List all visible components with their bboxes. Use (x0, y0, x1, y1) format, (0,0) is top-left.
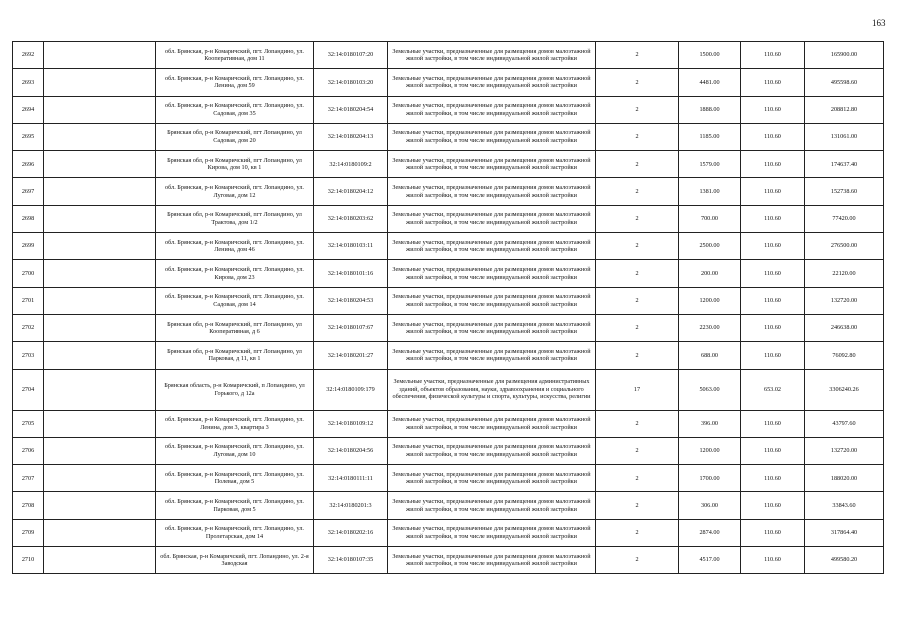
area-cell: 4481.00 (679, 69, 741, 96)
cadastral-value-cell: 131061.00 (805, 123, 884, 150)
cadastral-value-cell: 152738.60 (805, 178, 884, 205)
cadastral-number-cell: 32:14:0180204:56 (314, 437, 388, 464)
land-use-cell: Земельные участки, предназначенные для размещения домов малоэтажной жилой застройки, в том числе индивидуальной жилой застройки (388, 205, 596, 232)
cadastral-number-cell: 32:14:0180107:20 (314, 42, 388, 69)
land-use-cell: Земельные участки, предназначенные для размещения домов малоэтажной жилой застройки, в том числе индивидуальной жилой застройки (388, 342, 596, 369)
cadastral-number-cell: 32:14:0180109:12 (314, 410, 388, 437)
row-number-cell: 2693 (13, 69, 44, 96)
table-row (13, 69, 884, 96)
table-row (13, 178, 884, 205)
cadastral-value-cell: 132720.00 (805, 287, 884, 314)
land-use-cell: Земельные участки, предназначенные для размещения домов малоэтажной жилой застройки, в том числе индивидуальной жилой застройки (388, 437, 596, 464)
cadastral-number-cell: 32:14:0180103:20 (314, 69, 388, 96)
table-row (13, 519, 884, 546)
specific-value-cell: 110.60 (741, 123, 805, 150)
group-cell: 2 (596, 287, 679, 314)
address-cell: обл. Брянская, р-н Комаричский, пгт. Лопандино, ул. Кооперативная, дом 11 (156, 42, 314, 69)
land-use-cell: Земельные участки, предназначенные для размещения домов малоэтажной жилой застройки, в том числе индивидуальной жилой застройки (388, 314, 596, 341)
specific-value-cell: 110.60 (741, 519, 805, 546)
cadastral-value-cell: 276500.00 (805, 233, 884, 260)
row-number-cell: 2707 (13, 465, 44, 492)
area-cell: 1185.00 (679, 123, 741, 150)
cadastral-number-cell: 32:14:0180201:3 (314, 492, 388, 519)
area-cell: 4517.00 (679, 547, 741, 574)
cadastral-value-cell: 188020.00 (805, 465, 884, 492)
row-number-cell: 2695 (13, 123, 44, 150)
land-use-cell: Земельные участки, предназначенные для размещения домов малоэтажной жилой застройки, в том числе индивидуальной жилой застройки (388, 96, 596, 123)
blank-cell (44, 465, 156, 492)
blank-cell (44, 205, 156, 232)
land-use-cell: Земельные участки, предназначенные для размещения домов малоэтажной жилой застройки, в том числе индивидуальной жилой застройки (388, 178, 596, 205)
specific-value-cell: 110.60 (741, 233, 805, 260)
address-cell: Брянская обл, р-н Комаричский, пгт Лопандино, ул Садовая, дом 20 (156, 123, 314, 150)
specific-value-cell: 110.60 (741, 492, 805, 519)
land-use-cell: Земельные участки, предназначенные для размещения домов малоэтажной жилой застройки, в том числе индивидуальной жилой застройки (388, 123, 596, 150)
group-cell: 2 (596, 410, 679, 437)
table-row (13, 260, 884, 287)
cadastral-value-cell: 3306240.26 (805, 369, 884, 410)
blank-cell (44, 369, 156, 410)
specific-value-cell: 110.60 (741, 410, 805, 437)
table-row (13, 314, 884, 341)
cadastral-value-cell: 317864.40 (805, 519, 884, 546)
area-cell: 306.00 (679, 492, 741, 519)
blank-cell (44, 178, 156, 205)
address-cell: Брянская область, р-н Комаричский, п Лопандино, ул Горького, д 12а (156, 369, 314, 410)
cadastral-value-cell: 76092.80 (805, 342, 884, 369)
specific-value-cell: 653.02 (741, 369, 805, 410)
specific-value-cell: 110.60 (741, 465, 805, 492)
cadastral-number-cell: 32:14:0180107:67 (314, 314, 388, 341)
blank-cell (44, 519, 156, 546)
page-number: 163 (872, 18, 886, 28)
row-number-cell: 2709 (13, 519, 44, 546)
address-cell: Брянская обл, р-н Комаричский, пгт Лопандино, ул Парковая, д 11, кв 1 (156, 342, 314, 369)
cadastral-value-cell: 174637.40 (805, 151, 884, 178)
table-row (13, 42, 884, 69)
address-cell: Брянская обл, р-н Комаричский, пгт Лопандино, ул Кооперативная, д 6 (156, 314, 314, 341)
address-cell: обл. Брянская, р-н Комаричский, пгт. Лопандино, ул. Ленина, дом 46 (156, 233, 314, 260)
group-cell: 2 (596, 314, 679, 341)
land-use-cell: Земельные участки, предназначенные для размещения домов малоэтажной жилой застройки, в том числе индивидуальной жилой застройки (388, 547, 596, 574)
table-row (13, 205, 884, 232)
cadastral-value-cell: 246638.00 (805, 314, 884, 341)
area-cell: 200.00 (679, 260, 741, 287)
table-row (13, 547, 884, 574)
specific-value-cell: 110.60 (741, 342, 805, 369)
table-row (13, 465, 884, 492)
row-number-cell: 2704 (13, 369, 44, 410)
specific-value-cell: 110.60 (741, 69, 805, 96)
blank-cell (44, 287, 156, 314)
area-cell: 5063.00 (679, 369, 741, 410)
specific-value-cell: 110.60 (741, 314, 805, 341)
group-cell: 2 (596, 519, 679, 546)
specific-value-cell: 110.60 (741, 96, 805, 123)
land-use-cell: Земельные участки, предназначенные для размещения домов малоэтажной жилой застройки, в том числе индивидуальной жилой застройки (388, 151, 596, 178)
table-body (13, 42, 884, 574)
address-cell: обл. Брянская, р-н Комаричский, пгт. Лопандино, ул. Парковая, дом 5 (156, 492, 314, 519)
cadastral-number-cell: 32:14:0180204:12 (314, 178, 388, 205)
specific-value-cell: 110.60 (741, 151, 805, 178)
address-cell: обл. Брянская, р-н Комаричский, пгт. Лопандино, ул. Садовая, дом 14 (156, 287, 314, 314)
address-cell: обл. Брянская, р-н Комаричский, пгт. Лопандино, ул. Луговая, дом 12 (156, 178, 314, 205)
specific-value-cell: 110.60 (741, 260, 805, 287)
land-use-cell: Земельные участки, предназначенные для размещения домов малоэтажной жилой застройки, в том числе индивидуальной жилой застройки (388, 42, 596, 69)
group-cell: 2 (596, 96, 679, 123)
table-row (13, 287, 884, 314)
land-use-cell: Земельные участки, предназначенные для размещения домов малоэтажной жилой застройки, в том числе индивидуальной жилой застройки (388, 69, 596, 96)
area-cell: 1579.00 (679, 151, 741, 178)
group-cell: 2 (596, 123, 679, 150)
cadastral-value-cell: 208812.80 (805, 96, 884, 123)
blank-cell (44, 410, 156, 437)
land-use-cell: Земельные участки, предназначенные для размещения домов малоэтажной жилой застройки, в том числе индивидуальной жилой застройки (388, 233, 596, 260)
cadastral-value-cell: 165900.00 (805, 42, 884, 69)
blank-cell (44, 342, 156, 369)
cadastral-value-cell: 33843.60 (805, 492, 884, 519)
specific-value-cell: 110.60 (741, 42, 805, 69)
area-cell: 688.00 (679, 342, 741, 369)
specific-value-cell: 110.60 (741, 178, 805, 205)
group-cell: 2 (596, 178, 679, 205)
land-use-cell: Земельные участки, предназначенные для размещения домов малоэтажной жилой застройки, в том числе индивидуальной жилой застройки (388, 519, 596, 546)
group-cell: 2 (596, 342, 679, 369)
address-cell: обл. Брянская, р-н Комаричский, пгт. Лопандино, ул. Кирова, дом 23 (156, 260, 314, 287)
land-use-cell: Земельные участки, предназначенные для размещения домов малоэтажной жилой застройки, в том числе индивидуальной жилой застройки (388, 492, 596, 519)
group-cell: 2 (596, 69, 679, 96)
cadastral-value-cell: 495598.60 (805, 69, 884, 96)
blank-cell (44, 69, 156, 96)
address-cell: обл. Брянская, р-н Комаричский, пгт. Лопандино, ул. Полевая, дом 5 (156, 465, 314, 492)
area-cell: 2874.00 (679, 519, 741, 546)
row-number-cell: 2692 (13, 42, 44, 69)
specific-value-cell: 110.60 (741, 287, 805, 314)
group-cell: 2 (596, 151, 679, 178)
address-cell: Брянская обл, р-н Комаричский, пгт Лопандино, ул Кирова, дом 10, кв 1 (156, 151, 314, 178)
group-cell: 2 (596, 260, 679, 287)
row-number-cell: 2696 (13, 151, 44, 178)
land-use-cell: Земельные участки, предназначенные для размещения домов малоэтажной жилой застройки, в том числе индивидуальной жилой застройки (388, 410, 596, 437)
blank-cell (44, 123, 156, 150)
table-row (13, 437, 884, 464)
row-number-cell: 2702 (13, 314, 44, 341)
table-row (13, 369, 884, 410)
land-use-cell: Земельные участки, предназначенные для размещения административных зданий, объектов образования, науки, здравоохранения и социального обеспечения, физической культуры и спорта, культуры, искусства, религии (388, 369, 596, 410)
area-cell: 2500.00 (679, 233, 741, 260)
cadastral-number-cell: 32:14:0180204:54 (314, 96, 388, 123)
cadastral-value-table (12, 41, 884, 574)
row-number-cell: 2703 (13, 342, 44, 369)
row-number-cell: 2710 (13, 547, 44, 574)
cadastral-number-cell: 32:14:0180109:2 (314, 151, 388, 178)
cadastral-value-cell: 499580.20 (805, 547, 884, 574)
group-cell: 17 (596, 369, 679, 410)
area-cell: 1200.00 (679, 437, 741, 464)
area-cell: 396.00 (679, 410, 741, 437)
blank-cell (44, 437, 156, 464)
address-cell: обл. Брянская, р-н Комаричский, пгт. Лопандино, ул. Ленина, дом 3, квартира 3 (156, 410, 314, 437)
row-number-cell: 2699 (13, 233, 44, 260)
cadastral-number-cell: 32:14:0180204:53 (314, 287, 388, 314)
blank-cell (44, 314, 156, 341)
cadastral-number-cell: 32:14:0180101:16 (314, 260, 388, 287)
row-number-cell: 2700 (13, 260, 44, 287)
area-cell: 1500.00 (679, 42, 741, 69)
group-cell: 2 (596, 42, 679, 69)
cadastral-number-cell: 32:14:0180203:62 (314, 205, 388, 232)
address-cell: обл. Брянская, р-н Комаричский, пгт. Лопандино, ул. Луговая, дом 10 (156, 437, 314, 464)
blank-cell (44, 492, 156, 519)
cadastral-value-cell: 132720.00 (805, 437, 884, 464)
cadastral-number-cell: 32:14:0180103:11 (314, 233, 388, 260)
cadastral-number-cell: 32:14:0180201:27 (314, 342, 388, 369)
blank-cell (44, 547, 156, 574)
area-cell: 700.00 (679, 205, 741, 232)
land-use-cell: Земельные участки, предназначенные для размещения домов малоэтажной жилой застройки, в том числе индивидуальной жилой застройки (388, 287, 596, 314)
row-number-cell: 2708 (13, 492, 44, 519)
row-number-cell: 2698 (13, 205, 44, 232)
address-cell: Брянская обл, р-н Комаричский, пгт Лопандино, ул Трактова, дом 1/2 (156, 205, 314, 232)
blank-cell (44, 260, 156, 287)
group-cell: 2 (596, 492, 679, 519)
row-number-cell: 2705 (13, 410, 44, 437)
blank-cell (44, 96, 156, 123)
table-row (13, 410, 884, 437)
cadastral-number-cell: 32:14:0180202:16 (314, 519, 388, 546)
specific-value-cell: 110.60 (741, 205, 805, 232)
blank-cell (44, 42, 156, 69)
blank-cell (44, 151, 156, 178)
address-cell: обл. Брянская, р-н Комаричский, пгт. Лопандино, ул. Пролетарская, дом 14 (156, 519, 314, 546)
cadastral-number-cell: 32:14:0180107:35 (314, 547, 388, 574)
specific-value-cell: 110.60 (741, 547, 805, 574)
cadastral-value-cell: 77420.00 (805, 205, 884, 232)
address-cell: обл. Брянская, р-н Комаричский, пгт. Лопандино, ул. Садовая, дом 35 (156, 96, 314, 123)
table-row (13, 96, 884, 123)
area-cell: 1200.00 (679, 287, 741, 314)
row-number-cell: 2701 (13, 287, 44, 314)
area-cell: 1381.00 (679, 178, 741, 205)
table-row (13, 151, 884, 178)
group-cell: 2 (596, 233, 679, 260)
area-cell: 1888.00 (679, 96, 741, 123)
row-number-cell: 2697 (13, 178, 44, 205)
cadastral-number-cell: 32:14:0180204:13 (314, 123, 388, 150)
land-use-cell: Земельные участки, предназначенные для размещения домов малоэтажной жилой застройки, в том числе индивидуальной жилой застройки (388, 260, 596, 287)
land-use-cell: Земельные участки, предназначенные для размещения домов малоэтажной жилой застройки, в том числе индивидуальной жилой застройки (388, 465, 596, 492)
table-row (13, 492, 884, 519)
blank-cell (44, 233, 156, 260)
address-cell: обл. Брянская, р-н Комаричский, пгт. Лопандино, ул. Ленина, дом 59 (156, 69, 314, 96)
specific-value-cell: 110.60 (741, 437, 805, 464)
row-number-cell: 2694 (13, 96, 44, 123)
group-cell: 2 (596, 205, 679, 232)
area-cell: 2230.00 (679, 314, 741, 341)
group-cell: 2 (596, 465, 679, 492)
table-row (13, 233, 884, 260)
area-cell: 1700.00 (679, 465, 741, 492)
address-cell: обл. Брянская, р-н Комаричский, пгт. Лопандино, ул. 2-я Заводская (156, 547, 314, 574)
group-cell: 2 (596, 547, 679, 574)
group-cell: 2 (596, 437, 679, 464)
row-number-cell: 2706 (13, 437, 44, 464)
cadastral-value-cell: 43797.60 (805, 410, 884, 437)
table-row (13, 342, 884, 369)
cadastral-value-cell: 22120.00 (805, 260, 884, 287)
cadastral-number-cell: 32:14:0180111:11 (314, 465, 388, 492)
table-row (13, 123, 884, 150)
cadastral-number-cell: 32:14:0180109:179 (314, 369, 388, 410)
